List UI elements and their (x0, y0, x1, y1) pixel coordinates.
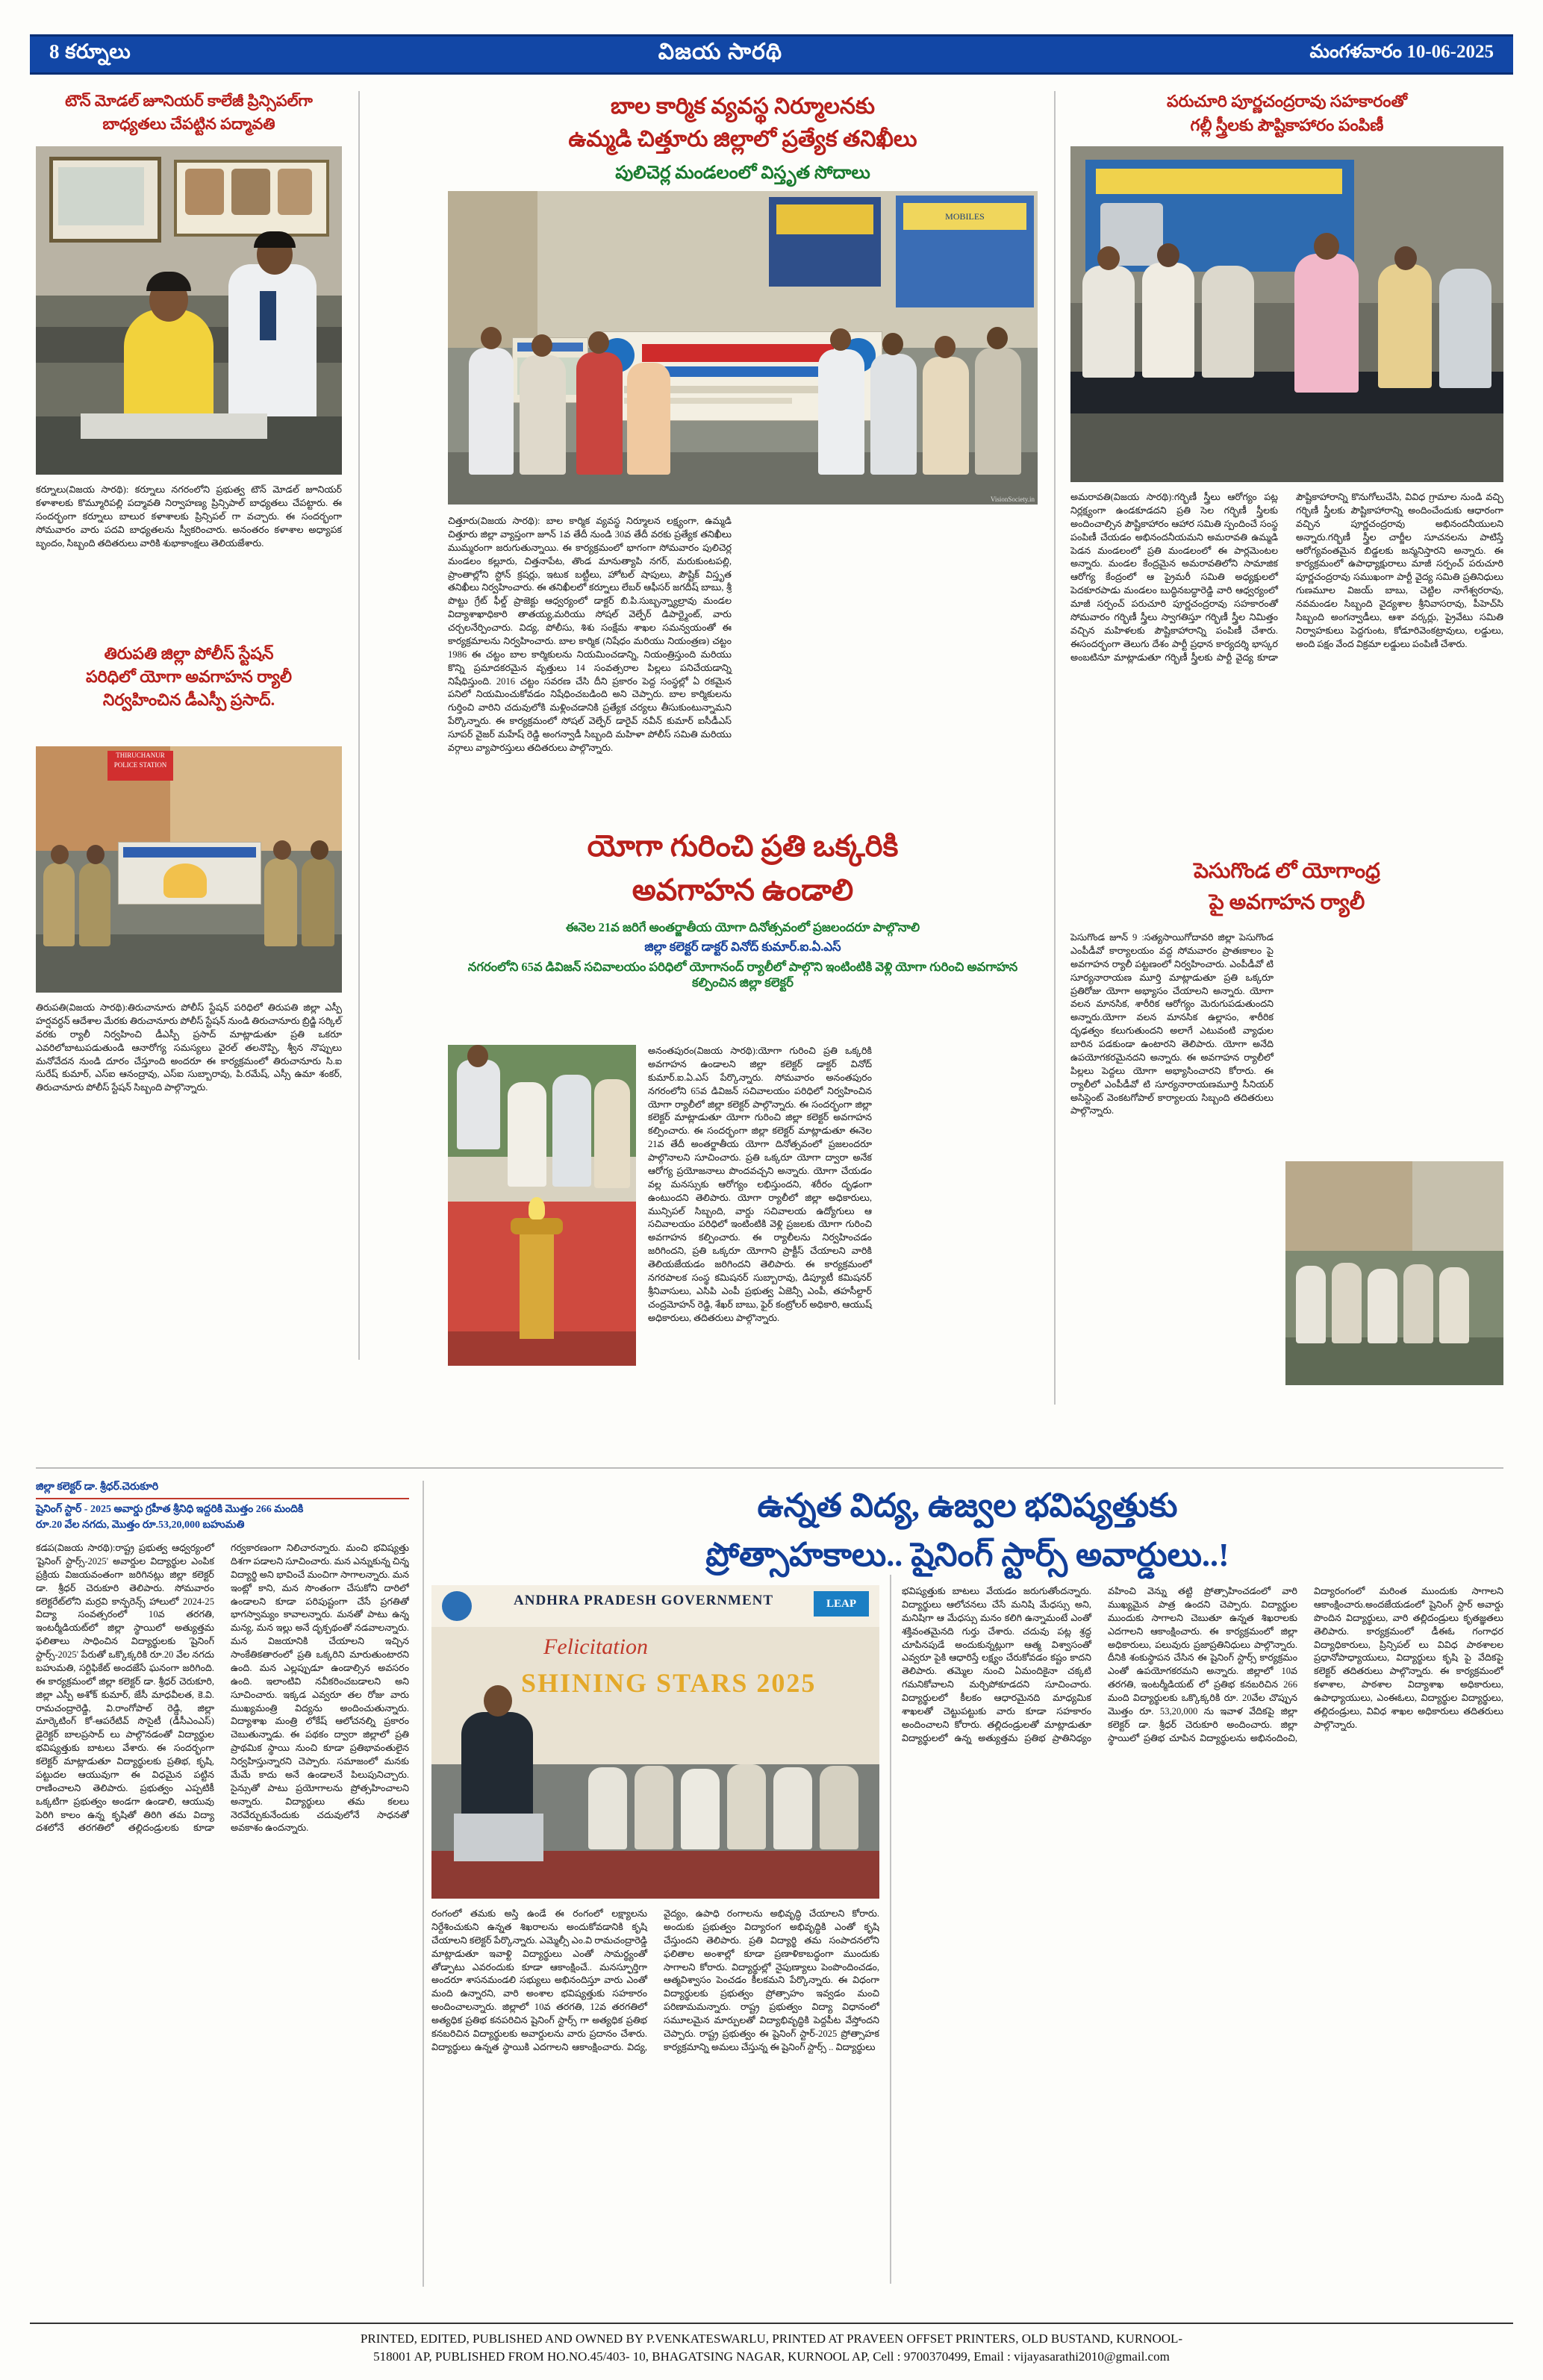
leap-logo: LEAP (814, 1591, 869, 1617)
child-labour-subhead: పులిచెర్ల మండలంలో విస్తృత సోదాలు (615, 163, 870, 183)
footer-imprint (30, 2323, 1513, 2367)
article-police-headline (36, 643, 342, 710)
shining-stars-photo (431, 1585, 879, 1899)
shining-col1: కడప(విజయ సారథి):రాష్ట్ర ప్రభుత్వ ఆధ్వర్యంలో 'షైనింగ్ స్టార్స్-2025' అవార్డుల విద్యార్థుల ఎంపిక ప్రక్రియ విజయవంతంగా జరిగినట్లు జిల్లా కలెక్టర్ డా. శ్రీధర్ చెరుకూరి తెలిపారు. సోమవారం కలెక్టరేట్‌లోని మర్రవి కాన్ఫరెన్స్ హాలులో 2024-25 విద్యా సంవత్సరంలో 10వ తరగతి, ఇంటర్మీడియట్‌లో జిల్లా స్థాయిలో అత్యుత్తమ ఫలితాలు సాధించిన విద్యార్థులకు 'షైనింగ్ స్టార్స్-2025' పేరుతో ఒక్కొక్కరికి రూ.20 వేల నగదు బహుమతి, సర్టిఫికేట్ అందజేసే ఘనంగా జరిగింది. ఈ కార్యక్రమంలో జిల్లా కలెక్టర్ డా. శ్రీధర్ చెరుకూరి, జిల్లా ఎస్పీ అశోక్ కుమార్, జేసీ మాధవీలత, కె.వి. రామచంద్రారెడ్డి, వి.రాంగోపాల్ రెడ్డి, జిల్లా మార్కెటింగ్ కో-ఆపరేటివ్ సొసైటీ (డీసీఎంఎస్) డైరెక్టర్ బాలప్రసాద్ లు పాల్గొనడంతో విద్యార్థుల భవిష్యత్తుకు బాటలు వేశారు. ఈ సందర్భంగా కలెక్టర్ మాట్లాడుతూ విద్యార్థులకు ప్రతిభ, కృషి, పట్టుదల ఆయువుగా ఈ విధమైన పట్టిన రాణించాలని తెలిపారు. ప్రభుత్వం ఎప్పటికీ ఒక్కటిగా ప్రభుత్వం అండగా ఉండాలి, ఆయువు పెరిగి కాలం ఉన్న కృషితో తిరిగి తమ విద్యా దశలోనే తరగతిలో తల్లిదండ్రులకు కూడా గర్వకారణంగా నిలిచారన్నారు. మంచి భవిష్యత్తు దిశగా పడాలని సూచించారు. మన ఎన్నుకున్న చిన్న విద్యార్థి అని భావించే మంచిగా సాగాలన్నారు. మన ఇంట్లో కాని, మన సొంతంగా చేసుకోని దారిలో ఉండాలని కూడా పరిపుష్టంగా చేసే ప్రగతితో భాగస్వామ్యం కావాలన్నారు. మనతో పాటు ఉన్న మన్య, మన ఇల్లు అనే దృక్పథంతో నడవాలన్నారు. మన విజయానికి చేయాలని ఇచ్చిన సాంకేతికతారంలో ప్రతి ఒక్కరిని మారుతుంటారని ఉంది. మన ఎల్లప్పుడూ ఉండాల్సిన అవసరం ఉంది. ఇలాంటివి నవీకరించబడాలని అని సూచించారు. ఇక్కడ ఎవ్వరూ తల రోజు వారు ముఖ్యమంత్రి విద్యను అందించుతున్నారు. విద్యాశాఖ మంత్రి లోకేష్ ఆలోచనల్ని ప్రకారం చెబుతున్నాడు. ఈ పథకం ద్వారా జిల్లాలో ప్రతి ప్రాథమిక స్థాయి నుంచి కూడా ప్రతిభావంతులైన నిర్వహిస్తున్నారని చెప్పారు. సమాజంలో మనకు మేమే కాదు అనే ఉండాలనే పిలుపునిచ్చారు. సైన్సుతో పాటు ప్రయోగాలను ప్రోత్సహించాలని అన్నారు. విద్యార్థులు తమ కలలు నెరవేర్చుకునేందుకు చదువులోనే సాధనతో అవకాశం ఉందన్నారు. (36, 1543, 409, 1834)
shining-stars-sidehead (36, 1481, 409, 1532)
yoga-subline-3: నగరంలోని 65వ డివిజన్ సచివాలయం పరిధిలో యోగానంద్ ర్యాలీలో పాల్గొని ఇంటింటికి వెళ్లి యోగా గురించి అవగాహన కల్పించిన జిల్లా కలెక్టర్ (467, 959, 1018, 990)
police-headline-2: పరిధిలో యోగా అవగాహన ర్యాలీ (85, 667, 293, 687)
edition-date: మంగళవారం 10-06-2025 (1309, 42, 1494, 62)
column-rule-1 (423, 1481, 424, 2287)
child-labour-headline-1: బాల కార్మిక వ్యవస్థ నిర్మూలనకు (610, 94, 876, 119)
section-divider (36, 1467, 1503, 1469)
shining-sidehead-1: జిల్లా కలెక్టర్ డా. శ్రీధర్.చెరుకూరి (36, 1481, 159, 1493)
newspaper-title: విజయ సారథి (658, 39, 783, 64)
article-yoga-head (448, 827, 1038, 990)
gift-headline-2: గల్లీ స్త్రీలకు పౌష్టికాహారం పంపిణీ (1190, 116, 1384, 135)
column-rule-4 (1054, 91, 1056, 1405)
article-child-labour-head (448, 93, 1038, 185)
yoga-body: అనంతపురం(విజయ సారథి):యోగా గురించి ప్రతి ఒక్కరికి అవగాహన ఉండాలని జిల్లా కలెక్టర్ డాక్టర్ వినోద్ కుమార్.ఐ.ఏ.ఎస్ పేర్కొన్నారు. సోమవారం అనంతపురం నగరంలోని 65వ డివిజన్ సచివాలయం పరిధిలో నిర్వహించిన యోగా ర్యాలీలో జిల్లా కలెక్టర్ పాల్గొన్నారు. ఈ సందర్భంగా జిల్లా కలెక్టర్ మాట్లాడుతూ యోగా గురించి జిల్లా కలెక్టర్ అవగాహన కల్పించారు. ఈ సందర్భంగా జిల్లా కలెక్టర్ మాట్లాడుతూ ఈనెల 21వ తేదీ అంతర్జాతీయ యోగా దినోత్సవంలో ప్రజలందరూ పాల్గొనాలని సూచించారు. ప్రతి ఒక్కరూ యోగా ద్వారా అనేక ఆరోగ్య ప్రయోజనాలు పొందవచ్చని అన్నారు. యోగా చేయడం వల్ల మనస్సుకు ఆరోగ్యం లభిస్తుందని, శరీరం దృఢంగా ఉంటుందని తెలిపారు. యోగా ర్యాలీలో జిల్లా అధికారులు, మున్సిపల్ సిబ్బంది, వార్డు సచివాలయ ఉద్యోగులు ఆ సచివాలయం పరిధిలో ఇంటింటికి వెళ్లి ప్రజలకు యోగా గురించి అవగాహన కల్పించారు. ఈ ర్యాలీలను నిర్వహించడం జరిగిందని, ప్రతి ఒక్కరూ యోగాని ప్రాక్టీస్ చేయాలని వారికి తెలియజేయడం జరిగిందని తెలిపారు. ఈ కార్యక్రమంలో నగరపాలక సంస్థ కమిషనర్ సుబ్బారావు, డిప్యూటీ కమిషనర్ శ్రీనివాసులు, ఎసిపి ఎంపీ ప్రభుత్వ ఏజెన్సీ ఎంపీ, తహసీల్దార్ చంద్రమోహన్ రెడ్డి, శేఖర్ బాబు, ఫైర్ కంట్రోలర్ అధికారి, ఆయుష్ అధికారులు, తదితరులు పాల్గొన్నారు. (648, 1046, 872, 1323)
page-number: 8 కర్నూలు (49, 40, 131, 63)
shining-stars-head (431, 1485, 1503, 1577)
pesugonda-rally-photo (1285, 1161, 1503, 1385)
shining-headline-1: ఉన్నత విద్య, ఉజ్వల భవిష్యత్తుకు (757, 1487, 1178, 1524)
shining-sidehead-3: రూ.20 వేల నగదు, మొత్తం రూ.53,20,000 బహుమతి (36, 1519, 245, 1531)
principal-headline-1: టౌన్ మోడల్ జూనియర్ కాలేజీ ప్రిన్సిపల్‌గా (65, 92, 313, 110)
child-labour-headline-2: ఉమ్మడి చిత్తూరు జిల్లాలో ప్రత్యేక తనిఖీలు (568, 127, 917, 152)
gift-distribution-photo (1070, 146, 1503, 482)
article-pesugonda-head (1070, 858, 1503, 916)
police-headline-3: నిర్వహించిన డీఎస్పీ ప్రసాద్. (102, 690, 275, 710)
yoga-headline-2: అవగాహన ఉండాలి (632, 873, 854, 908)
banner-felicitation-text: Felicitation (543, 1634, 648, 1659)
pesugonda-headline-2: పై అవగాహన ర్యాలీ (1209, 890, 1365, 914)
principal-headline-2: బాధ్యతలు చేపట్టిన పద్మావతి (102, 114, 275, 133)
shining-headline-2: ప్రోత్సాహకాలు.. షైనింగ్ స్టార్స్ అవార్డులు..! (705, 1537, 1229, 1574)
ap-emblem-icon (442, 1591, 472, 1621)
gift-body: అమరావతి(విజయ సారథి):గర్భిణీ స్త్రీలు ఆరోగ్యం పట్ల నిర్లక్ష్యంగా ఉండకూడదని ప్రతి సెల గర్భిణీ స్త్రీలకు అందించాల్సిన పౌష్టికాహారం ఆహార సమితి స్పందించే సంస్థ పంపిణీ చేయడం అభినందనీయమని అమరావతి ఉమ్మడి పెడన మండలంలో ప్రతి మండలంలో ఈ పార్లమెంటల అన్నారు. మండల కేంద్రమైన అమరావతిలోని సామాజిక ఆరోగ్య కేంద్రంలో ఆ ప్రైమరీ సమితి అధ్యక్షులలో పెదకూరపాడు మండలం బుద్ధినబద్ధారెడ్డి వారి ఆధ్వర్యంలో మాజీ సర్పంచ్ పరుచూరి పూర్ణచంద్రరావు సహకారంతో సోమవారం గర్భిణీ స్త్రీలు స్వాగతిస్తూ గర్భిణీ స్త్రీల నిమిత్తం వచ్చిన మహిళలకు పౌష్టికాహారాన్ని పంపిణీ చేశారు. ఈసందర్భంగా తెలుగు దేశం పార్టీ ప్రధాన కార్యదర్శి భాస్కర అంబటినూ మాట్లాడుతూ గర్భిణీ స్త్రీలకు పార్టీ వైద్య కూడా పౌష్టికాహారాన్ని కొనుగోలుచేసి, వివిధ గ్రామాల నుండి వచ్చి గర్భిణీ స్త్రీలకు పౌష్టికాహారాన్ని అందించేందుకు ఆధారంగా వచ్చిన పూర్ణచంద్రరావు అభినందనీయులని అన్నారు.గర్భిణీ స్త్రీల చార్జీల సూచనలను పాటిస్తే ఆరోగ్యవంతమైన బిడ్డలకు జన్మనిస్తారని అన్నారు. ఈ కార్యక్రమంలో ఉపాధ్యాక్షురాలు మాజీ సర్పంచ్ పరుచూరి పూర్ణచంద్రరావు సముఖంగా పార్టీ వైద్య సమితి ప్రతినిధులు గుణమూల విజయ్ బాబు, చెట్టిల నాగేశ్వరరావు, నవమండల సిబ్బంది వైద్యశాల శ్రీనివాసరావు, పీహెచ్‌సి సిబ్బంది అంగన్వాడీలు, ఆశా వర్కర్లు, ప్రైవేటు సమితి నిర్వాహకులు పెద్దగుంట, కోడూరివెంకట్రావులు, లడ్డులు, అంది పక్షం వేంద విక్రమా లడ్డులు పంపిణీ చేశారు. (1070, 492, 1503, 663)
police-body: తిరుపతి(విజయ సారథి):తిరుచానూరు పోలీస్ స్టేషన్ పరిధిలో తిరుపతి జిల్లా ఎస్పీ హర్షవర్ధన్ ఆదేశాల మేరకు తిరుచానూరు పోలీస్ స్టేషన్ నుండి తిరుచానూరు బ్రిడ్జి సర్కిల్ వరకు ర్యాలీ నిర్వహించి డీఎస్పీ ప్రసాద్ మాట్లాడుతూ ప్రతి ఒకరూ ఎవరిలోబాటుపడుతుండి ఆనారోగ్య సమస్యలు వైరల్ తలనొప్పి, శ్వీన నొప్పులు మనోవేదన నుండి దూరం చేస్తూంది అందరూ ఈ కార్యక్రమంలో తిరుచానూరు సి.ఐ సురేష్ కుమార్, ఎస్ఐ ఆనంద్రావు, ఎస్ఐ సుబ్బారావు, పి.రమేష్, ఎస్సీ ఉమా శంకర్, తిరుచానూరు పోలీస్ స్టేషన్ సిబ్బంది పాల్గొన్నారు. (36, 1002, 342, 1093)
yoga-subline-2: జిల్లా కలెక్టర్ డాక్టర్ వినోద్ కుమార్.ఐ.ఏ.ఎస్ (644, 940, 841, 955)
police-rally-photo: THIRUCHANUR POLICE STATION (36, 746, 342, 993)
gift-headline-1: పరుచూరి పూర్ణచంద్రరావు సహకారంతో (1167, 92, 1407, 110)
police-headline-1: తిరుపతి జిల్లా పోలీస్ స్టేషన్ (104, 644, 274, 663)
shining-col3: భవిష్యత్తుకు బాటలు వేయడం జరుగుతోందన్నారు. విద్యార్థులు ఆలోచనలు చేసే మనిషి మేధస్సు అని, మనిషిగా ఆ మేధస్సు మనం కలిగి ఉన్నామంటే ఎంతో శక్తివంతమైనది గుర్తు చేశారు. చదువు పట్ల శ్రద్ధ చూపినపుడే అందుకున్నట్లుగా ఆత్మ విశ్వాసంతో ఎవ్వరూ పైకి ఆధారిస్తే లక్ష్యం చేరుకోవడం కష్టం కాదని తెలిపారు. తమ్మెల నుంచి ఏమందికైనా చక్కటి గమనికోవాలని మర్చిపోకూడదని సూచించారు. విద్యార్థులలో కీలకం ఆధారమైనది మాధ్యమిక శాఖలతో చెట్టుపట్టుకు వారు కూడా సహకారం అందించాలని కోరారు. తల్లిదండ్రులతో మాట్లాడుతూ విద్యార్థులలో ఉన్న అత్యుత్తమ ప్రతిభ ప్రాతినిధ్యం వహించి వెన్ను తట్టి ప్రోత్సాహించడంలో వారి ముఖ్యమైన పాత్ర ఉందని చెప్పారు. విద్యార్థుల ముందుకు సాగాలని చెబుతూ ఉన్నత శిఖరాలకు ఎదగాలని ఆకాంక్షించారు. ఈ కార్యక్రమంలో జిల్లా అధికారులు, పలువురు ప్రజాప్రతినిధులు పాల్గొన్నారు. దీనికి శంకుస్థాపన చేసిన ఈ షైనింగ్ స్టార్స్ కార్యక్రమం ఎంతో ఉపయోగకరమని అన్నారు. జిల్లాలో 10వ తరగతి, ఇంటర్మీడియట్ లో ప్రతిభ కనబరిచిన 266 మంది విద్యార్థులకు ఒక్కొక్కరికి రూ. 20వేల చొప్పున మొత్తం రూ. 53,20,000 ను ఇవాళ వేదికపై జిల్లా కలెక్టర్ డా. శ్రీధర్ చెరుకూరి అందించారు. జిల్లా స్థాయిలో ప్రతిభ చూపిన విద్యార్థులను అభినందించి, విద్యారంగంలో మరింత ముందుకు సాగాలని ఆకాంక్షించారు.అందజేయడంలో షైనింగ్ స్టార్ అవార్డు పొందిన విద్యార్థులు, వారి తల్లిదండ్రులు కృతజ్ఞతలు తెలిపారు. కార్యక్రమంలో డీఈఓ గంగాధర విద్యాధికారులు, ప్రిన్సిపల్ లు వివిధ పాఠశాలల ప్రధానోపాధ్యాయులు, విద్యార్థులు కృషి పై వేదికపై కలెక్టర్ తదితరులు పాల్గొన్నారు. ఈ కార్యక్రమంలో కళాశాల, పాఠశాల విద్యాశాఖ అధికారులు, ఉపాధ్యాయులు, ఎంఈఓలు, విద్యార్థుల విద్యార్థులు, తల్లిదండ్రులు, వివిధ శాఖల అధికారులు తదితరులు పాల్గొన్నారు. (902, 1586, 1503, 1743)
banner-govt-text: ANDHRA PRADESH GOVERNMENT (514, 1593, 774, 1608)
pesugonda-body: పెసుగొండ జూన్ 9 :సత్యసాయిగోదావరి జిల్లా పెసుగొండ ఎంపీడీవో కార్యాలయం వద్ద సోమవారం ప్రాతఃకాలం పై అవగాహన ర్యాలీ పట్టణంలో నిర్వహించారు. ఎంపీడీవో టి సూర్యనారాయణ మూర్తి మాట్లాడుతూ ప్రతి ఒక్కరూ ప్రతిరోజు యోగా అభ్యాసం చేయాలని అన్నారు. యోగా వలన మానసిక, శారీరిక ఆరోగ్యం మెరుగుపడుతుందని అన్నారు.యోగా వలన మానసిక ఉల్లాసం, శారీరిక దృఢత్వం కలుగుతుందని అలాగే ఎటువంటి వ్యాధుల బారిన పడకుండా ఉంటారని తెలిపారు. యోగా అనేది ఉపయోగకరమైనదని అన్నారు. ఈ అవగాహన ర్యాలీలో పిల్లలు పెద్దలు యోగా అభ్యాసించారని కోరారు. ఈ ర్యాలీలో ఎంపీడీవో టి సూర్యనారాయణమూర్తి సీనియర్ అసిస్టెంట్ వెంకటగోపాల్ కార్యాలయ సిబ్బంది తదితరులు పాల్గొన్నారు. (1070, 932, 1274, 1116)
yoga-rally-photo (448, 1045, 636, 1366)
pesugonda-headline-1: పెసుగొండ లో యోగాంధ్ర (1194, 860, 1380, 883)
yoga-subline-1: ఈనెల 21వ జరిగే అంతర్జాతీయ యోగా దినోత్సవంలో ప్రజలందరూ పాల్గొనాలి (565, 920, 920, 935)
column-rule-3 (358, 91, 360, 1360)
yoga-body-cont (448, 1381, 866, 1470)
principal-photo (36, 146, 342, 475)
banner-shining-stars-text: SHINING STARS 2025 (521, 1668, 817, 1698)
child-labour-body: చిత్తూరు(విజయ సారథి): బాల కార్మిక వ్యవస్థ నిర్మూలన లక్ష్యంగా, ఉమ్మడి చిత్తూరు జిల్లా వ్యాప్తంగా జూన్ 1వ తేదీ నుండి 30వ తేదీ వరకు ప్రత్యేక తనిఖీలు ముమ్మరంగా జరుగుతున్నాయి. ఈ కార్యక్రమంలో భాగంగా సోమవారం పులిచెర్ల మండలం కల్లూరు, చిత్తనాపేట, తొండ మానుత్యాపి నగర్, మరుకుంటపల్లి, ప్రాంతాల్లోని స్టోన్ క్రషర్లు, ఇటుక బట్టీలు, హోటల్ షాపులు, పౌష్టిక్ విస్తృత తనిఖీలు నిర్వహించారు. ఈ తనిఖీలలో కర్నూలు లేబర్ ఆఫీసర్ జగదీష్ బాబు, శ్రీ పొట్టు గ్రేట్ ఫీల్డ్ ప్రాజెక్టు ఆధ్వర్యంలో డాక్టర్ బి.పి.సుబ్బన్న్యాల్రావు మండల విద్యాశాఖాధికారి తాతయ్య,మరియు సోషల్ వెల్ఫేర్ డిపార్ట్మెంట్, వారు చర్చలనేర్పించారు. విద్య, పోలీసు, శిశు సంక్షేమ శాఖల సమన్వయంతో ఈ కార్యక్రమాలను నిర్వహించారు. బాల కార్మిక (నిషేధం మరియు నియంత్రణ) చట్టం 1986 ఈ చట్టం బాల కార్మికులను నియమించడాన్ని, నియంత్రిస్తుంది మరియు కొన్ని ప్రమాదకరమైన వృత్తులు 14 సంవత్సరాల పిల్లలు పనిచేయడాన్ని నిషేధిస్తుంది. 2016 చట్టం సవరణ చేసి దీని ప్రకారం పెద్ద సంస్థల్లో ఏ రకమైన పనిలో నియమించుకోవడం నిషేధించబడింది అని చెప్పారు. బాల కార్మికులను గుర్తించి వారిని చదువులోకి మళ్లించడానికి ప్రత్యేక చర్యలు తీసుకుంటున్నామని పేర్కొన్నారు. ఈ కార్యక్రమంలో సోషల్ వెల్ఫేర్ డారైవ్ నవీన్ కుమార్ ఐసీడీఎస్ సూపర్ వైజర్ మహేష్ రెడ్డి అంగన్వాడీ సిబ్బంది మహిళా పోలీస్ సమితి మరియు వర్గాలు వ్యాపారస్తులు తదితరులు పాల్గొన్నారు. (448, 516, 732, 753)
article-gift-head (1070, 91, 1503, 136)
footer-line-1: PRINTED, EDITED, PUBLISHED AND OWNED BY P.VENKATESWARLU, PRINTED AT PRAVEEN OFFSET PRINTERS, OLD BUSTAND, KURNOOL- (360, 2331, 1183, 2346)
footer-line-2: 518001 AP, PUBLISHED FROM HO.NO.45/403- 10, BHAGATSING NAGAR, KURNOOL AP, Cell : 9700370499, Email : vijayasarathi2010@gmail.com (373, 2349, 1170, 2364)
child-labour-photo: MOBILES VisionSociety.in (448, 191, 1038, 505)
photo-credit: VisionSociety.in (990, 496, 1035, 503)
principal-body: కర్నూలు(విజయ సారథి): కర్నూలు నగరంలోని ప్రభుత్వ టౌన్ మోడల్ జూనియర్ కళాశాలకు కొమ్మూరిపల్లి పద్మావతి నిర్వాహణ్య ప్రిన్సిపాల్ బాధ్యతలు చేపట్టారు. ఈ సందర్భంగా కర్నూలు బాలుర కళాశాలకు ప్రిన్సిపల్ గా వచ్చారు. ఈ సందర్భంగా సోమవారం వారు పదవి బాధ్యతలను స్వీకరించారు. అనంతరం కళాశాల అధ్యాపక బృందం, సిబ్బంది తదితరులు వారికి శుభాకాంక్షలు తెలియజేశారు. (36, 484, 342, 549)
article-principal (36, 91, 342, 134)
shining-col2: రంగంలో తమకు అస్తి ఉండే ఈ రంగంలో లక్ష్యాలను నిర్దేశించుకుని ఉన్నత శిఖరాలను అందుకోవడానికి కృషి చేయాలని కలెక్టర్ పేర్కొన్నారు. ఎమ్మెల్సీ ఎం.వి రామచంద్రారెడ్డి మాట్లాడుతూ ఇవాళ్టి విద్యార్థులు ఎంతో సామర్థ్యంతో తోడ్పాటు ఎవరందుకు కూడా ఆకాంక్షించే.. మనస్ఫూర్తిగా అందరూ శాసనమండలి సభ్యులు అభినందిస్తూ వారు ఎంతో మంది ఉన్నారని, వారి అంశాల భవిష్యత్తుకు సహకారం అందించాలన్నారు. జిల్లాలో 10వ తరగతి, 12వ తరగతిలో అత్యధిక ప్రతిభ కనపరిచిన షైనింగ్ స్టార్స్ గా అత్యధిక ప్రతిభ కనబరిచిన విద్యార్థులకు అవార్డులను వారు ప్రదానం చేశారు. విద్యార్థులు ఉన్నత స్థాయికి ఎదగాలని ఆకాంక్షించారు. విద్య, వైద్యం, ఉపాధి రంగాలను అభివృద్ధి చేయాలని కోరారు. అందుకు ప్రభుత్వం విద్యారంగ అభివృద్ధికి ఎంతో కృషి చేస్తుందని తెలిపారు. ప్రతి విద్యార్థి తమ సంపాదనలోని ఫలితాల అంశాల్లో కూడా ప్రణాళికాబద్ధంగా ముందుకు సాగాలని కోరారు. విద్యార్థుల్లో నైపుణ్యాలు పెంపొందించడం, ఆత్మవిశ్వాసం పెంచడం కీలకమని పేర్కొన్నారు. ఈ విధంగా విద్యార్థులకు ప్రభుత్వం ప్రోత్సాహం ఇవ్వడం మంచి పరిణామమన్నారు. రాష్ట్ర ప్రభుత్వం విద్యా విధానంలో సమూలమైన మార్పులతో విద్యాభివృద్ధికి పెద్దపీట వేస్తోందని చెప్పారు. రాష్ట్ర ప్రభుత్వం ఈ షైనింగ్ స్టార్-2025 ప్రోత్సాహక కార్యక్రమాన్ని అమలు చేస్తున్న ఈ షైనింగ్ స్టార్స్ .. విద్యార్థులు (431, 1908, 879, 2052)
shining-sidehead-2: షైనింగ్ స్టార్ - 2025 అవార్డు గ్రహీత శ్రీనిధి ఇద్దరికి మొత్తం 266 మందికి (36, 1503, 304, 1515)
masthead (30, 34, 1513, 75)
column-rule-2 (890, 1575, 891, 2284)
yoga-headline-1: యోగా గురించి ప్రతి ఒక్కరికి (587, 829, 899, 863)
